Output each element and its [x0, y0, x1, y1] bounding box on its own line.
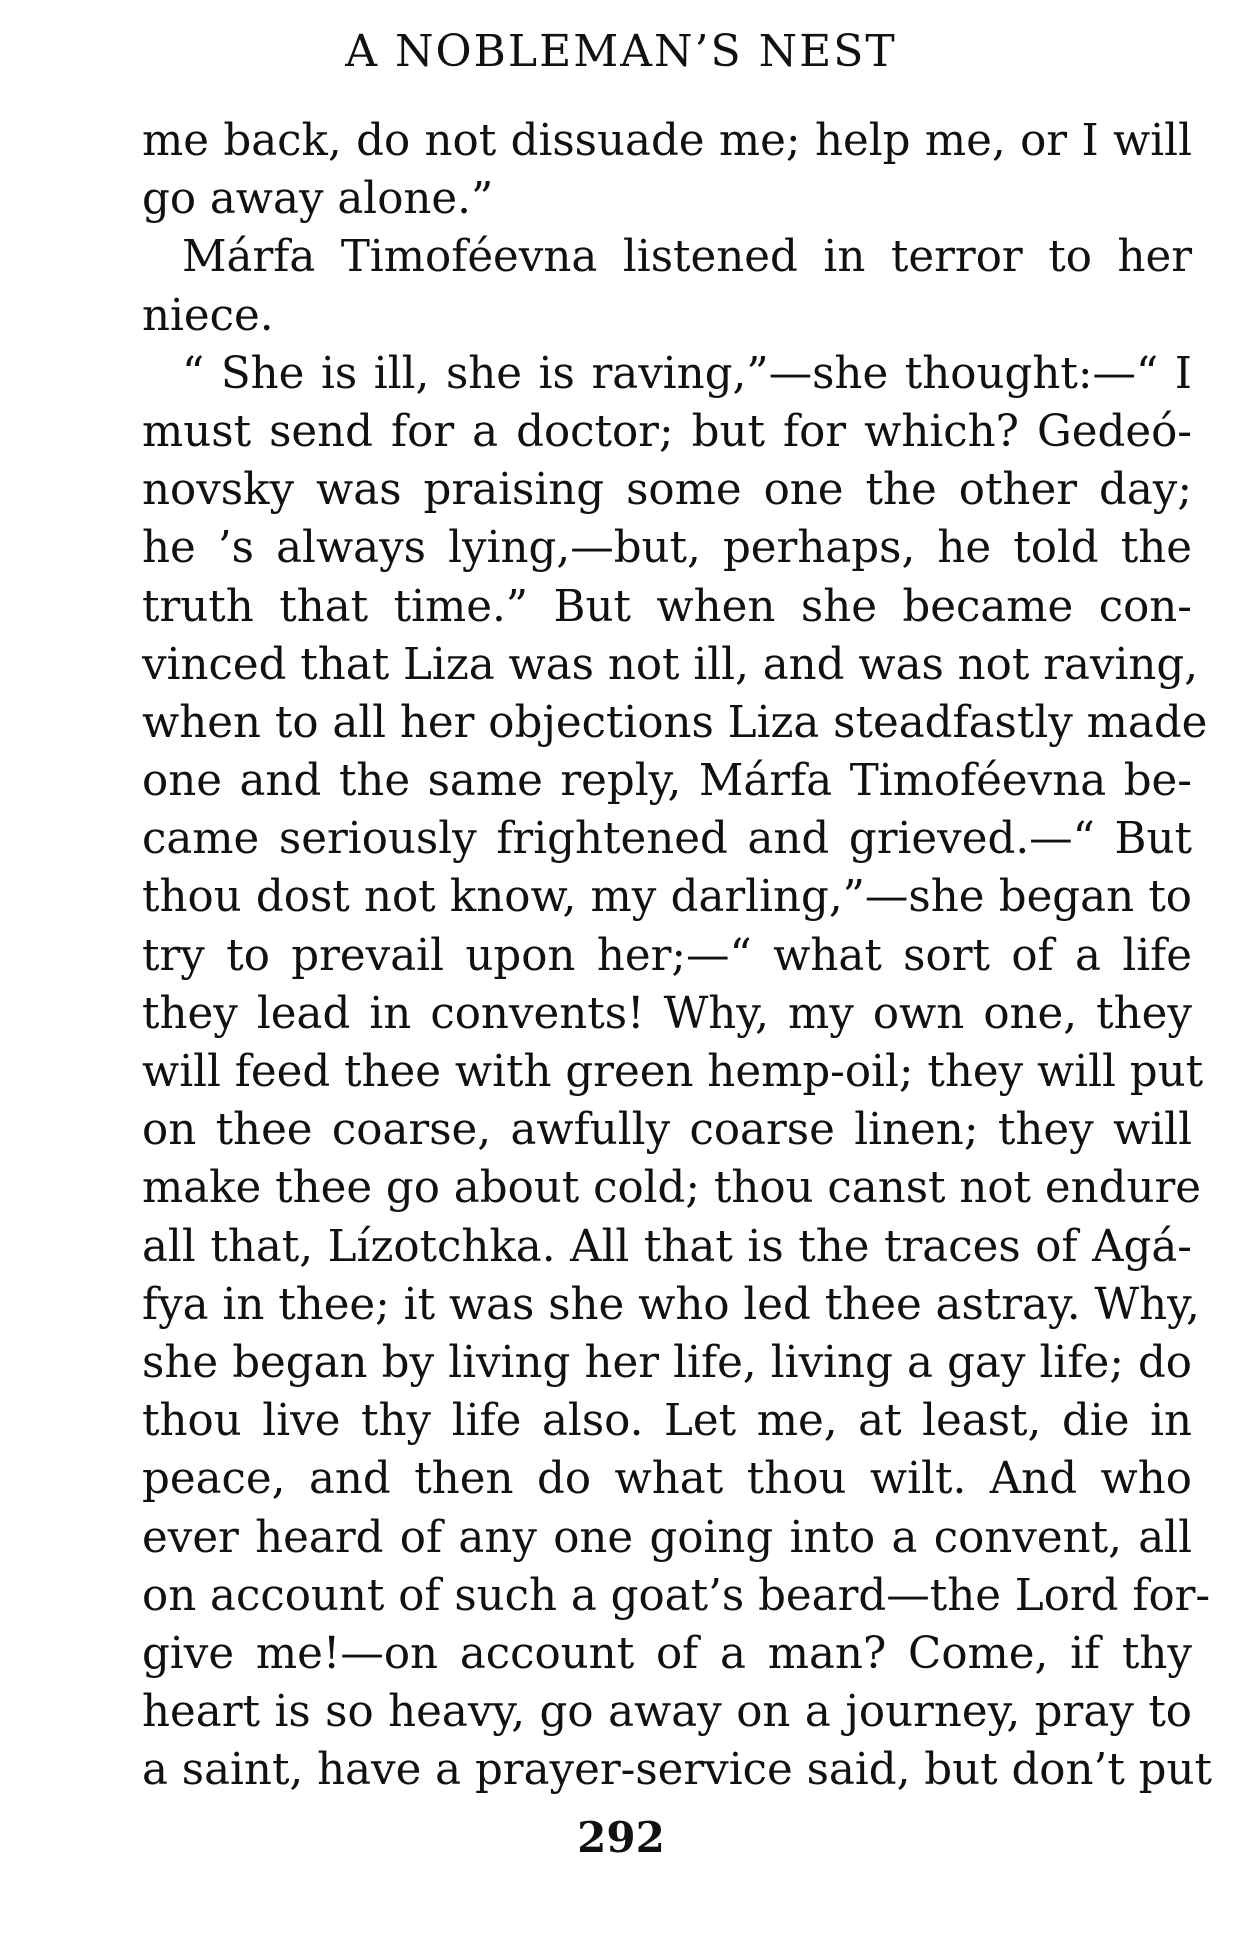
text-line: “ She is ill, she is raving,”—she thought:—“ I: [182, 348, 1192, 399]
text-line: fya in thee; it was she who led thee astray. Why,: [142, 1279, 1200, 1330]
text-line: a saint, have a prayer-service said, but don’t put: [142, 1745, 1212, 1796]
text-line: go away alone.”: [142, 174, 494, 225]
page-number: 292: [577, 1813, 665, 1862]
text-line: must send for a doctor; but for which? Gedeó-: [142, 406, 1192, 457]
text-line: vinced that Liza was not ill, and was not raving,: [142, 639, 1199, 690]
text-line: give me!—on account of a man? Come, if thy: [142, 1628, 1192, 1679]
text-line: truth that time.” But when she became con-: [142, 581, 1192, 632]
text-line: came seriously frightened and grieved.—“ But: [142, 814, 1192, 865]
text-line: me back, do not dissuade me; help me, or I will: [142, 116, 1192, 166]
text-line: one and the same reply, Márfa Timoféevna be-: [142, 756, 1192, 807]
text-line: thou dost not know, my darling,”—she began to: [142, 872, 1192, 923]
body-text: [142, 112, 1212, 1799]
text-line: ever heard of any one going into a convent, all: [142, 1512, 1192, 1563]
text-line: all that, Lízotchka. All that is the traces of Agá-: [142, 1221, 1192, 1272]
text-line: try to prevail upon her;—“ what sort of a life: [142, 930, 1192, 981]
text-line: on thee coarse, awfully coarse linen; they will: [142, 1105, 1192, 1156]
text-line: niece.: [142, 290, 274, 341]
text-line: thou live thy life also. Let me, at least, die in: [142, 1396, 1192, 1447]
text-line: when to all her objections Liza steadfastly made: [142, 697, 1208, 748]
text-line: will feed thee with green hemp-oil; they will put: [142, 1047, 1204, 1097]
running-head: A NOBLEMAN’S NEST: [345, 26, 897, 77]
text-line: heart is so heavy, go away on a journey, pray to: [142, 1687, 1192, 1738]
text-line: make thee go about cold; thou canst not endure: [142, 1163, 1202, 1214]
text-line: novsky was praising some one the other day;: [142, 465, 1192, 516]
text-line: he ’s always lying,—but, perhaps, he told the: [142, 523, 1192, 574]
text-line: Márfa Timoféevna listened in terror to her: [182, 232, 1192, 283]
text-line: she began by living her life, living a gay life; do: [142, 1337, 1192, 1388]
text-line: they lead in convents! Why, my own one, they: [142, 988, 1192, 1039]
text-line: on account of such a goat’s beard—the Lord for-: [142, 1570, 1211, 1621]
text-line: peace, and then do what thou wilt. And who: [142, 1454, 1192, 1505]
